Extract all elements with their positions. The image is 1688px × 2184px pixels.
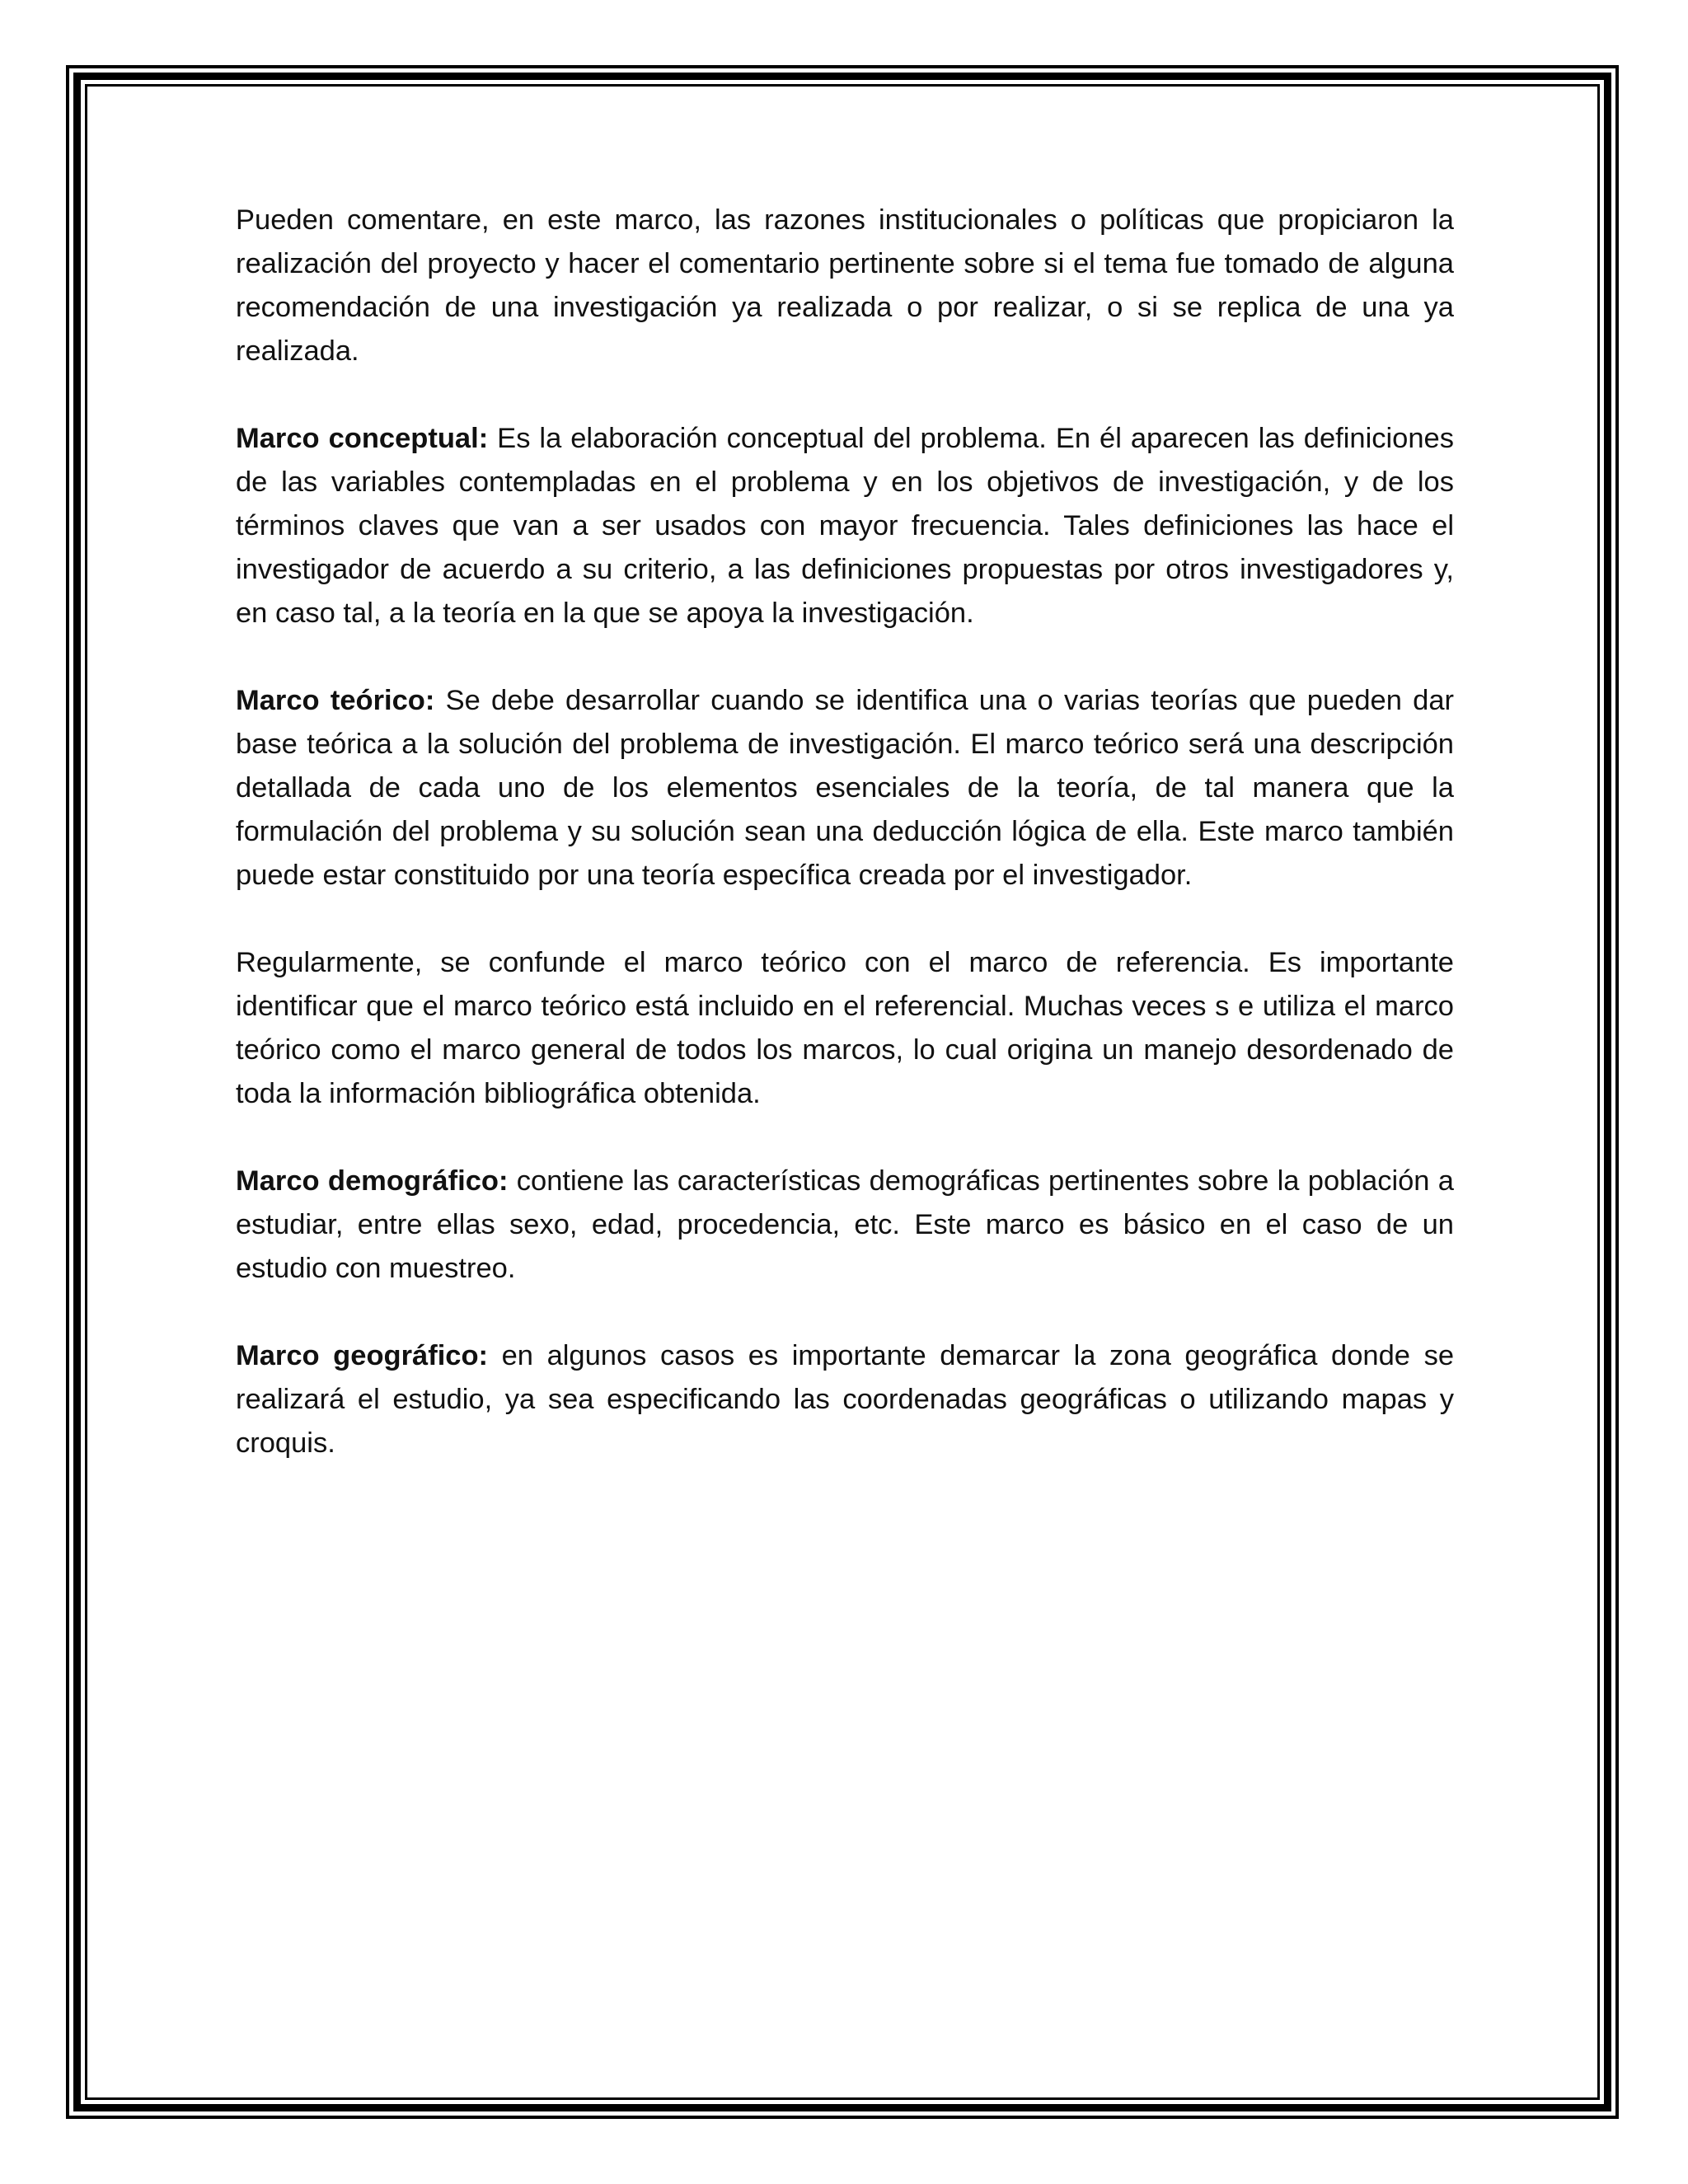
paragraph-text: Pueden comentare, en este marco, las razones institucionales o políticas que propiciaron la realización del proyecto y hacer el comentario pertinente sobre si el tema fue tomado de alguna recomendación de una investigación ya realizada o por realizar, o si se replica de una ya realizada. — [236, 204, 1454, 367]
paragraph-heading: Marco conceptual: — [236, 423, 489, 454]
paragraph-heading: Marco teórico: — [236, 685, 435, 716]
paragraph-text: en algunos casos es importante demarcar la zona geográfica donde se realizará el estudio, ya sea especificando las coordenadas geográficas o utilizando mapas y croquis. — [236, 1340, 1455, 1459]
paragraph-text: Regularmente, se confunde el marco teórico con el marco de referencia. Es importante identificar que el marco teórico está incluido en el referencial. Muchas veces s e utiliza el marco teórico como el marco general de todos los marcos, lo cual origina un manejo desordenado de toda la información bibliográfica obtenida. — [236, 947, 1454, 1109]
paragraph-marco-teorico — [236, 679, 1454, 898]
paragraph-marco-geografico — [236, 1334, 1454, 1465]
paragraph-heading: Marco demográfico: — [236, 1165, 509, 1197]
paragraph-text: contiene las características demográficas pertinentes sobre la población a estudiar, entre ellas sexo, edad, procedencia, etc. Este marco es básico en el caso de un estudio con muestreo. — [236, 1165, 1454, 1284]
paragraph-marco-demografico — [236, 1160, 1454, 1291]
paragraph-text: Es la elaboración conceptual del problema. En él aparecen las definiciones de las variables contempladas en el problema y en los objetivos de investigación, y de los términos claves que van a ser usados con mayor frecuencia. Tales definiciones las hace el investigador de acuerdo a su criterio, a las definiciones propuestas por otros investigadores y, en caso tal, a la teoría en la que se apoya la investigación. — [236, 423, 1454, 629]
paragraph-heading: Marco geográfico: — [236, 1340, 489, 1371]
document-body — [236, 199, 1454, 1509]
paragraph-intro — [236, 199, 1454, 373]
paragraph-regularmente — [236, 941, 1454, 1116]
paragraph-text: Se debe desarrollar cuando se identifica una o varias teorías que pueden dar base teórica a la solución del problema de investigación. El marco teórico será una descripción detallada de cada uno de los elementos esenciales de la teoría, de tal manera que la formulación del problema y su solución sean una deducción lógica de ella. Este marco también puede estar constituido por una teoría específica creada por el investigador. — [236, 685, 1454, 891]
paragraph-marco-conceptual — [236, 417, 1454, 635]
